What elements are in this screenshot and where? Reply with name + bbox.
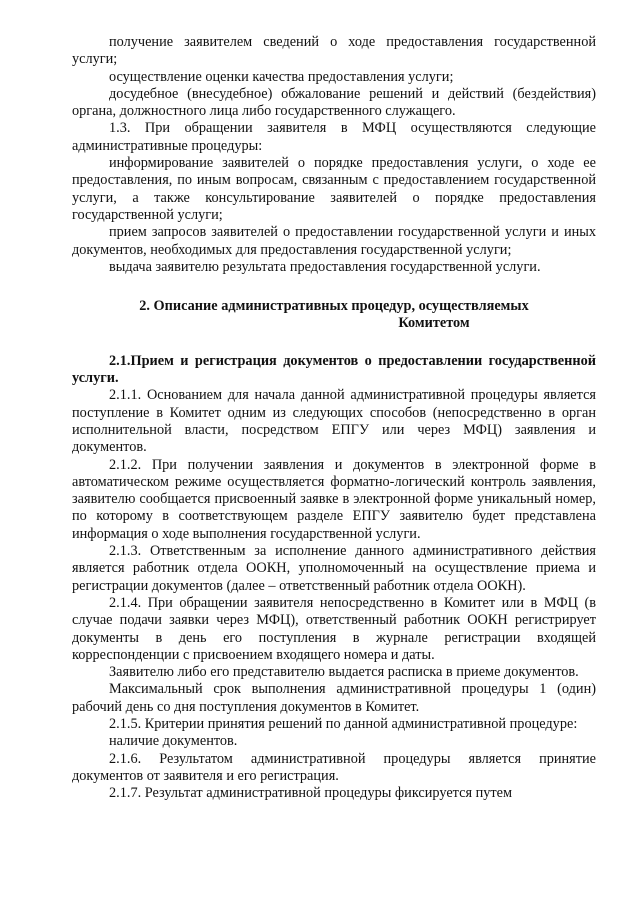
paragraph: 2.1.3. Ответственным за исполнение данного административного действия является работник отдела ООКН, уполномоченный на осуществление приема и регистрации документов (далее – ответственный работник отдела ООКН). xyxy=(72,543,596,594)
paragraph: 2.1.6. Результатом административной процедуры является принятие документов от заявителя и его регистрация. xyxy=(72,750,596,784)
section-heading-line: Комитетом xyxy=(398,315,470,332)
paragraph: 2.1.4. При обращении заявителя непосредственно в Комитет или в МФЦ (в случае подачи заявки через МФЦ), ответственный работник ООКН регистрирует документы в день его поступления в журнале регистрации входящей корреспонденции с присвоением входящего номера и даты. xyxy=(72,594,596,663)
paragraph: наличие документов. xyxy=(109,733,238,750)
paragraph: прием запросов заявителей о предоставлении государственной услуги и иных документов, необходимых для предоставления государственной услуги; xyxy=(72,224,596,258)
subsection-heading: 2.1.Прием и регистрация документов о предоставлении государственной услуги. xyxy=(72,352,596,387)
paragraph: Заявителю либо его представителю выдается расписка в приеме документов. xyxy=(109,664,579,681)
paragraph: 2.1.2. При получении заявления и документов в электронной форме в автоматическом режиме осуществляется форматно-логический контроль заявления, заявителю сообщается присвоенный заявке в электронной форме уникальный номер, по которому в соответствующем разделе ЕПГУ заявителю будет представлена информация о ходе выполнения государственной услуги. xyxy=(72,456,596,542)
section-heading-line: 2. Описание административных процедур, осуществляемых xyxy=(139,298,529,315)
paragraph: досудебное (внесудебное) обжалование решений и действий (бездействия) органа, должностного лица либо государственного служащего. xyxy=(72,85,596,120)
paragraph: выдача заявителю результата предоставления государственной услуги. xyxy=(109,258,541,275)
paragraph: 1.3. При обращении заявителя в МФЦ осуществляются следующие административные процедуры: xyxy=(72,120,596,154)
paragraph: 2.1.5. Критерии принятия решений по данной административной процедуре: xyxy=(109,715,578,732)
paragraph: 2.1.1. Основанием для начала данной административной процедуры является поступление в Комитет одним из следующих способов (непосредственно в орган исполнительной власти, посредством ЕПГУ или через МФЦ) заявления и документов. xyxy=(72,387,596,456)
section-heading xyxy=(72,298,596,333)
paragraph: 2.1.7. Результат административной процедуры фиксируется путем xyxy=(109,785,513,802)
paragraph: получение заявителем сведений о ходе предоставления государственной услуги; xyxy=(72,34,596,68)
paragraph: Максимальный срок выполнения административной процедуры 1 (один) рабочий день со дня поступления документов в Комитет. xyxy=(72,681,596,715)
paragraph: осуществление оценки качества предоставления услуги; xyxy=(109,68,454,85)
document-page xyxy=(72,34,596,802)
paragraph: информирование заявителей о порядке предоставления услуги, о ходе ее предоставления, по иным вопросам, связанным с предоставлением государственной услуги, а также консультирование заявителей о порядке предоставления государственной услуги; xyxy=(72,155,596,223)
